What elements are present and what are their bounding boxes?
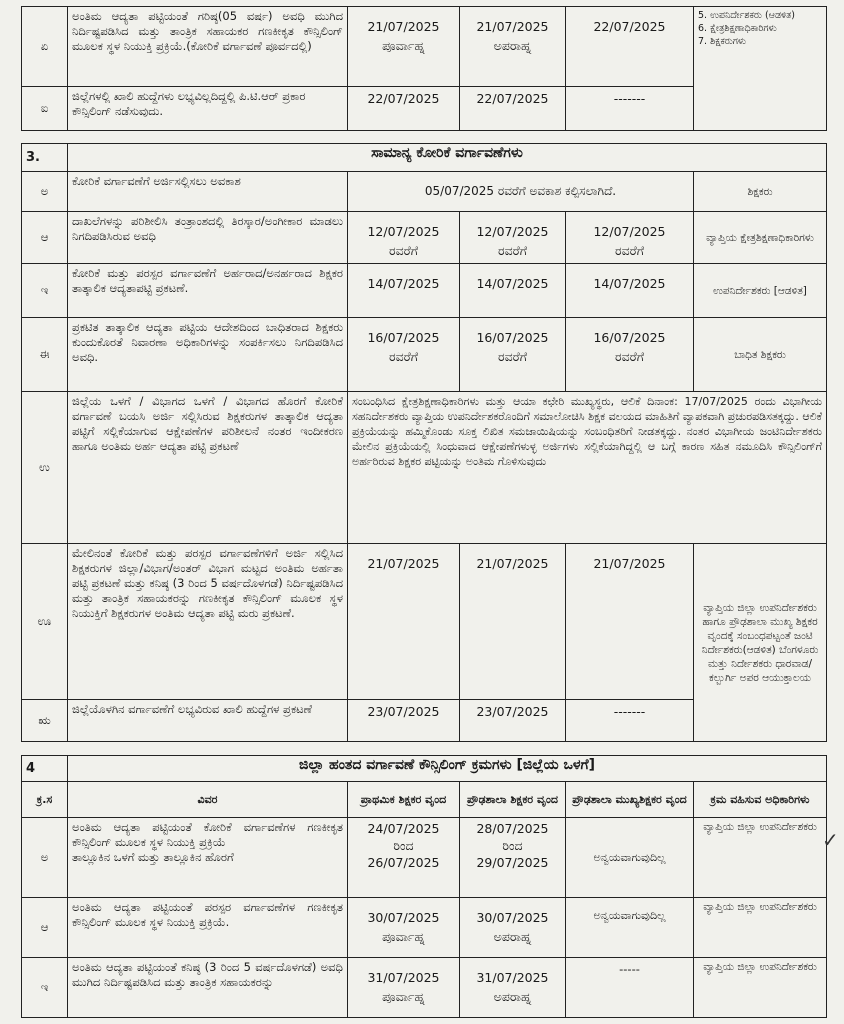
responsible-officers: 5. ಉಪನಿರ್ದೇಶಕರು (ಆಡಳಿತ) 6. ಕ್ಷೇತ್ರಶಿಕ್ಷಣಾಧಿಕಾರಿಗಳು 7. ಶಿಕ್ಷಕರುಗಳು	[694, 7, 827, 131]
header-highschool: ಪ್ರೌಢಶಾಲಾ ಶಿಕ್ಷಕರ ವೃಂದ	[460, 782, 566, 818]
primary-date: 23/07/2025	[348, 700, 460, 742]
primary-date: 31/07/2025 ಪೂರ್ವಾಹ್ನ	[348, 958, 460, 1018]
responsible-officers: ವ್ಯಾಪ್ತಿಯ ಜಿಲ್ಲಾ ಉಪನಿರ್ದೇಶಕರು	[694, 898, 827, 958]
section-title: ಸಾಮಾನ್ಯ ಕೋರಿಕೆ ವರ್ಗಾವಣೆಗಳು	[68, 144, 827, 172]
row-number: ಏ	[22, 7, 68, 87]
primary-date: 21/07/2025	[348, 544, 460, 700]
header-primary: ಪ್ರಾಥಮಿಕ ಶಿಕ್ಷಕರ ವೃಂದ	[348, 782, 460, 818]
row-number: ಈ	[22, 318, 68, 392]
section-number: 3.	[22, 144, 68, 172]
responsible-officers: ಶಿಕ್ಷಕರು	[694, 172, 827, 212]
highschool-date: 23/07/2025	[460, 700, 566, 742]
table-row	[22, 392, 827, 544]
row-number: ಋ	[22, 700, 68, 742]
merged-note: 05/07/2025 ರವರೆಗೆ ಅವಕಾಶ ಕಲ್ಪಿಸಲಾಗಿದೆ.	[348, 172, 694, 212]
row-description: ಮೇಲಿನಂತೆ ಕೋರಿಕೆ ಮತ್ತು ಪರಸ್ಪರ ವರ್ಗಾವಣೆಗಳಿಗೆ ಅರ್ಜಿ ಸಲ್ಲಿಸಿದ ಶಿಕ್ಷಕರುಗಳ ಜಿಲ್ಲಾ/ವಿಭಾಗ/ಅಂತರ್ ವಿಭಾಗ ಮಟ್ಟದ ಅಂತಿಮ ಅರ್ಹತಾ ಪಟ್ಟಿ ಪ್ರಕಟಣೆ ಮತ್ತು ಕನಿಷ್ಠ (3 ರಿಂದ 5 ವರ್ಷದೊಳಗಡೆ) ನಿರ್ದಿಷ್ಟಪಡಿಸಿದ ಮತ್ತು ತಾಂತ್ರಿಕ ಸಹಾಯಕರನ್ನು ಗಣಕೀಕೃತ ಕೌನ್ಸಿಲಿಂಗ್ ಮೂಲಕ ಸ್ಥಳ ನಿಯುಕ್ತಿಗೆ ಶಿಕ್ಷಕರುಗಳ ಅಂತಿಮ ಆದ್ಯತಾ ಪಟ್ಟಿ ಮರು ಪ್ರಕಟಣೆ.	[68, 544, 348, 700]
headmaster-date: ಅನ್ವಯವಾಗುವುದಿಲ್ಲ	[566, 898, 694, 958]
highschool-date: 14/07/2025	[460, 264, 566, 318]
headmaster-date: 14/07/2025	[566, 264, 694, 318]
primary-date: 16/07/2025 ರವರೆಗೆ	[348, 318, 460, 392]
row-description: ಅಂತಿಮ ಆದ್ಯತಾ ಪಟ್ಟಿಯಂತೆ ಕೋರಿಕೆ ವರ್ಗಾವಣೆಗಳ ಗಣಕೀಕೃತ ಕೌನ್ಸಿಲಿಂಗ್ ಮೂಲಕ ಸ್ಥಳ ನಿಯುಕ್ತಿ ಪ್ರಕ್ರಿಯೆ ತಾಲ್ಲೂಕಿನ ಒಳಗೆ ಮತ್ತು ತಾಲ್ಲೂಕಿನ ಹೊರಗೆ	[68, 818, 348, 898]
headmaster-date: 22/07/2025	[566, 7, 694, 87]
section-title: ಜಿಲ್ಲಾ ಹಂತದ ವರ್ಗಾವಣೆ ಕೌನ್ಸಿಲಿಂಗ್ ಕ್ರಮಗಳು [ಜಿಲ್ಲೆಯ ಒಳಗೆ]	[68, 756, 827, 782]
headmaster-date: 21/07/2025	[566, 544, 694, 700]
highschool-date: 30/07/2025 ಅಪರಾಹ್ನ	[460, 898, 566, 958]
primary-date: 12/07/2025 ರವರೆಗೆ	[348, 212, 460, 264]
headmaster-date: -----	[566, 958, 694, 1018]
row-number: ಇ	[22, 958, 68, 1018]
highschool-date: 12/07/2025 ರವರೆಗೆ	[460, 212, 566, 264]
row-number: ಇ	[22, 264, 68, 318]
responsible-officers: ವ್ಯಾಪ್ತಿಯ ಜಿಲ್ಲಾ ಉಪನಿರ್ದೇಶಕರು ಹಾಗೂ ಪ್ರೌಢಶಾಲಾ ಮುಖ್ಯ ಶಿಕ್ಷಕರ ವೃಂದಕ್ಕೆ ಸಂಬಂಧಪಟ್ಟಂತೆ ಜಂಟಿ ನಿರ್ದೇಶಕರು(ಆಡಳಿತ) ಬೆಂಗಳೂರು ಮತ್ತು ನಿರ್ದೇಶಕರು ಧಾರವಾಡ/ಕಲ್ಬುರ್ಗಿ ಅಪರ ಆಯುಕ್ತಾಲಯ	[694, 544, 827, 742]
section-4-table	[21, 755, 827, 1018]
row-number: ಆ	[22, 212, 68, 264]
table-row	[22, 7, 827, 87]
table-row	[22, 898, 827, 958]
header-headmaster: ಪ್ರೌಢಶಾಲಾ ಮುಖ್ಯಶಿಕ್ಷಕರ ವೃಂದ	[566, 782, 694, 818]
primary-date: 14/07/2025	[348, 264, 460, 318]
headmaster-date: 16/07/2025 ರವರೆಗೆ	[566, 318, 694, 392]
responsible-officers: ಬಾಧಿತ ಶಿಕ್ಷಕರು	[694, 318, 827, 392]
row-description: ಜಿಲ್ಲೆಯ ಒಳಗೆ / ವಿಭಾಗದ ಒಳಗೆ / ವಿಭಾಗದ ಹೊರಗೆ ಕೋರಿಕೆ ವರ್ಗಾವಣೆ ಬಯಸಿ ಅರ್ಜಿ ಸಲ್ಲಿಸಿರುವ ಶಿಕ್ಷಕರುಗಳ ತಾತ್ಕಾಲಿಕ ಆದ್ಯತಾ ಪಟ್ಟಿಗೆ ಸಲ್ಲಿಕೆಯಾಗುವ ಆಕ್ಷೇಪಣೆಗಳ ಪರಿಶೀಲನೆ ನಂತರ ಇಂದೀಕರಣ ಹಾಗೂ ಅಂತಿಮ ಅರ್ಹ ಆದ್ಯತಾ ಪಟ್ಟಿ ಪ್ರಕಟಣೆ	[68, 392, 348, 544]
section-number: 4	[22, 756, 68, 782]
table-row	[22, 318, 827, 392]
pen-tick-mark: ✓	[822, 828, 839, 852]
primary-date: 24/07/2025 ರಿಂದ 26/07/2025	[348, 818, 460, 898]
section-header-row	[22, 756, 827, 782]
primary-date: 22/07/2025	[348, 87, 460, 131]
row-description: ಜಿಲ್ಲೆಗಳಲ್ಲಿ ಖಾಲಿ ಹುದ್ದೆಗಳು ಲಭ್ಯವಿಲ್ಲದಿದ್ದಲ್ಲಿ ಪಿ.ಟಿ.ಆರ್ ಪ್ರಕಾರ ಕೌನ್ಸಿಲಿಂಗ್ ನಡೆಸುವುದು.	[68, 87, 348, 131]
table-row	[22, 544, 827, 700]
highschool-date: 22/07/2025	[460, 87, 566, 131]
row-description: ಜಿಲ್ಲೆಯೊಳಗಿನ ವರ್ಗಾವಣೆಗೆ ಲಭ್ಯವಿರುವ ಖಾಲಿ ಹುದ್ದೆಗಳ ಪ್ರಕಟಣೆ	[68, 700, 348, 742]
row-number: ಐ	[22, 87, 68, 131]
row-number: ಊ	[22, 544, 68, 700]
row-number: ಉ	[22, 392, 68, 544]
row-description: ಕೋರಿಕೆ ವರ್ಗಾವಣೆಗೆ ಅರ್ಜಿಸಲ್ಲಿಸಲು ಅವಕಾಶ	[68, 172, 348, 212]
highschool-date: 28/07/2025 ರಿಂದ 29/07/2025	[460, 818, 566, 898]
row-number: ಅ	[22, 172, 68, 212]
row-description: ಅಂತಿಮ ಆದ್ಯತಾ ಪಟ್ಟಿಯಂತೆ ಕನಿಷ್ಠ (3 ರಿಂದ 5 ವರ್ಷದೊಳಗಡೆ) ಅವಧಿ ಮುಗಿದ ನಿರ್ದಿಷ್ಟಪಡಿಸಿದ ಮತ್ತು ತಾಂತ್ರಿಕ ಸಹಾಯಕರನ್ನು	[68, 958, 348, 1018]
header-officers: ಕ್ರಮ ವಹಿಸುವ ಅಧಿಕಾರಿಗಳು	[694, 782, 827, 818]
table-row	[22, 958, 827, 1018]
responsible-officers: ವ್ಯಾಪ್ತಿಯ ಜಿಲ್ಲಾ ಉಪನಿರ್ದೇಶಕರು	[694, 818, 827, 898]
merged-note: ಸಂಬಂಧಿಸಿದ ಕ್ಷೇತ್ರಶಿಕ್ಷಣಾಧಿಕಾರಿಗಳು ಮತ್ತು ಆಯಾ ಕಛೇರಿ ಮುಖ್ಯಸ್ಥರು, ಆಲಿಕೆ ದಿನಾಂಕ: 17/07/2025 ರಂದು ವಿಭಾಗೀಯ ಸಹನಿರ್ದೇಶಕರು ವ್ಯಾಪ್ತಿಯ ಉಪನಿರ್ದೇಶಕರೊಂದಿಗೆ ಸಮಾಲೋಚಿಸಿ ಶಿಕ್ಷಕ ವಲಯದ ಮಾಹಿತಿಗೆ ವ್ಯಾಪಕವಾಗಿ ಪ್ರಚುರಪಡಿಸತಕ್ಕದ್ದು. ಆಲಿಕೆ ಪ್ರಕ್ರಿಯೆಯನ್ನು ಹಮ್ಮಿಕೊಂಡು ಸೂಕ್ತ ಲಿಖಿತ ಸಮಜಾಯಿಷಿಯನ್ನು ಸಂಬಂಧಿತರಿಗೆ ನೀಡತಕ್ಕದ್ದು. ನಂತರ ವಿಭಾಗೀಯ ಜಂಟಿನಿರ್ದೇಶಕರು ಮೇಲಿನ ಪ್ರಕ್ರಿಯೆಯಲ್ಲಿ ಸಿಂಧುವಾದ ಆಕ್ಷೇಪಣೆಗಳುಳ್ಳ ಅರ್ಜಿಗಳು ಸಲ್ಲಿಕೆಯಾಗಿದ್ದಲ್ಲಿ ಆ ಬಗ್ಗೆ ಕಾರಣ ಸಹಿತ ನಮೂದಿಸಿ ಕೌನ್ಸಿಲಿಂಗ್‌ಗೆ ಅರ್ಹರಿರುವ ಶಿಕ್ಷಕರ ಪಟ್ಟಿಯನ್ನು ಅಂತಿಮ ಗೊಳಿಸುವುದು	[348, 392, 827, 544]
row-description: ದಾಖಲೆಗಳನ್ನು ಪರಿಶೀಲಿಸಿ ತಂತ್ರಾಂಶದಲ್ಲಿ ತಿರಸ್ಕಾರ/ಅಂಗೀಕಾರ ಮಾಡಲು ನಿಗದಿಪಡಿಸಿರುವ ಅವಧಿ	[68, 212, 348, 264]
table-row	[22, 172, 827, 212]
headmaster-date: -------	[566, 87, 694, 131]
highschool-date: 21/07/2025	[460, 544, 566, 700]
responsible-officers: ವ್ಯಾಪ್ತಿಯ ಜಿಲ್ಲಾ ಉಪನಿರ್ದೇಶಕರು	[694, 958, 827, 1018]
row-description: ಅಂತಿಮ ಆದ್ಯತಾ ಪಟ್ಟಿಯಂತೆ ಗರಿಷ್ಠ(05 ವರ್ಷ) ಅವಧಿ ಮುಗಿದ ನಿರ್ದಿಷ್ಟಪಡಿಸಿದ ಮತ್ತು ತಾಂತ್ರಿಕ ಸಹಾಯಕರ ಗಣಕೀಕೃತ ಕೌನ್ಸಿಲಿಂಗ್ ಮೂಲಕ ಸ್ಥಳ ನಿಯುಕ್ತಿ ಪ್ರಕ್ರಿಯೆ.(ಕೋರಿಕೆ ವರ್ಗಾವಣೆ ಪೂರ್ವದಲ್ಲಿ)	[68, 7, 348, 87]
section-3-table	[21, 143, 827, 742]
primary-date: 21/07/2025 ಪೂರ್ವಾಹ್ನ	[348, 7, 460, 87]
column-header-row	[22, 782, 827, 818]
header-details: ವಿವರ	[68, 782, 348, 818]
table-row	[22, 264, 827, 318]
row-number: ಅ	[22, 818, 68, 898]
headmaster-date: 12/07/2025 ರವರೆಗೆ	[566, 212, 694, 264]
headmaster-date: ಅನ್ವಯವಾಗುವುದಿಲ್ಲ	[566, 818, 694, 898]
row-description: ಕೋರಿಕೆ ಮತ್ತು ಪರಸ್ಪರ ವರ್ಗಾವಣೆಗೆ ಅರ್ಹರಾದ/ಅನರ್ಹರಾದ ಶಿಕ್ಷಕರ ತಾತ್ಕಾಲಿಕ ಆದ್ಯತಾಪಟ್ಟಿ ಪ್ರಕಟಣೆ.	[68, 264, 348, 318]
header-sl-no: ಕ್ರ.ಸ	[22, 782, 68, 818]
highschool-date: 31/07/2025 ಅಪರಾಹ್ನ	[460, 958, 566, 1018]
row-description: ಪ್ರಕಟಿತ ತಾತ್ಕಾಲಿಕ ಆದ್ಯತಾ ಪಟ್ಟಿಯ ಆದೇಶದಿಂದ ಬಾಧಿತರಾದ ಶಿಕ್ಷಕರು ಕುಂದುಕೊರತೆ ನಿವಾರಣಾ ಅಧಿಕಾರಿಗಳನ್ನು ಸಂಪರ್ಕಿಸಲು ನಿಗದಿಪಡಿಸಿದ ಅವಧಿ.	[68, 318, 348, 392]
row-description: ಅಂತಿಮ ಆದ್ಯತಾ ಪಟ್ಟಿಯಂತೆ ಪರಸ್ಪರ ವರ್ಗಾವಣೆಗಳ ಗಣಕೀಕೃತ ಕೌನ್ಸಿಲಿಂಗ್ ಮೂಲಕ ಸ್ಥಳ ನಿಯುಕ್ತಿ ಪ್ರಕ್ರಿಯೆ.	[68, 898, 348, 958]
section-header-row	[22, 144, 827, 172]
primary-date: 30/07/2025 ಪೂರ್ವಾಹ್ನ	[348, 898, 460, 958]
table-row	[22, 212, 827, 264]
responsible-officers: ಉಪನಿರ್ದೇಶಕರು [ಆಡಳಿತ]	[694, 264, 827, 318]
highschool-date: 16/07/2025 ರವರೆಗೆ	[460, 318, 566, 392]
responsible-officers: ವ್ಯಾಪ್ತಿಯ ಕ್ಷೇತ್ರಶಿಕ್ಷಣಾಧಿಕಾರಿಗಳು	[694, 212, 827, 264]
highschool-date: 21/07/2025 ಅಪರಾಹ್ನ	[460, 7, 566, 87]
table-row	[22, 818, 827, 898]
row-number: ಆ	[22, 898, 68, 958]
headmaster-date: -------	[566, 700, 694, 742]
section-2-table	[21, 6, 827, 131]
